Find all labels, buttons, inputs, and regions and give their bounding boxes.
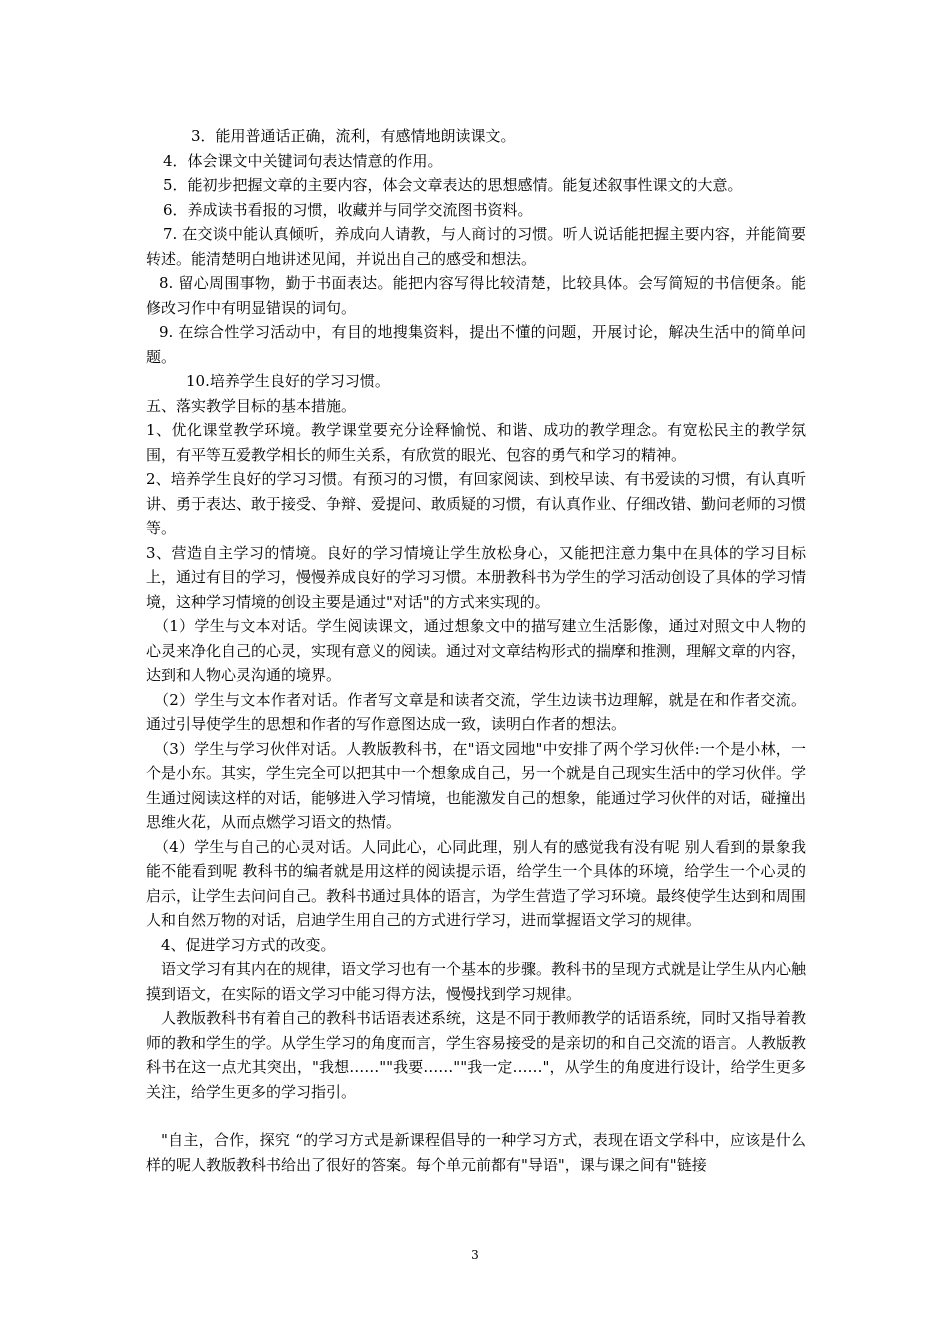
document-body [146, 124, 806, 1177]
section-heading: 五、落实教学目标的基本措施。 [146, 396, 357, 415]
goal-item-5: 5．能初步把握文章的主要内容，体会文章表达的思想感情。能复述叙事性课文的大意。 [163, 176, 743, 194]
paragraph-learning-rules: 语文学习有其内在的规律，语文学习也有一个基本的步骤。教科书的呈现方式就是让学生从内心触摸到语文，在实际的语文学习中能习得方法，慢慢找到学习规律。 [146, 960, 807, 1003]
goal-item-7: 7. 在交谈中能认真倾听，养成向人请教，与人商讨的习惯。听人说话能把握主要内容，并能简要转述。能清楚明白地讲述见闻，并说出自己的感受和想法。 [146, 225, 806, 268]
paragraph-textbook-discourse: 人教版教科书有着自己的教科书话语表述系统，这是不同于教师教学的话语系统，同时又指导着教师的教和学生的学。从学生学习的角度而言，学生容易接受的是亲切的和自己交流的语言。人教版教科书在这一点尤其突出，"我想……""我要……""我一定……"，从学生的角度进行设计，给学生更多关注，给学生更多的学习指引。 [146, 1009, 807, 1101]
dialogue-2: （2）学生与文本作者对话。作者写文章是和读者交流，学生边读书边理解，就是在和作者交流。通过引导使学生的思想和作者的写作意图达成一致，读明白作者的想法。 [146, 690, 806, 733]
goal-item-10: 10.培养学生良好的学习习惯。 [186, 372, 390, 390]
dialogue-1: （1）学生与文本对话。学生阅读课文，通过想象文中的描写建立生活影像，通过对照文中人物的心灵来净化自己的心灵，实现有意义的阅读。通过对文章结构形式的揣摩和推测，理解文章的内容，达到和人物心灵沟通的境界。 [146, 617, 807, 684]
dialogue-4: （4）学生与自己的心灵对话。人同此心，心同此理，别人有的感觉我有没有呢 别人看到的景象我能不能看到呢 教科书的编者就是用这样的阅读提示语，给学生一个具体的环境，给学生一个心灵的启示，让学生去问问自己。教科书通过具体的语言，为学生营造了学习环境。最终使学生达到和周围人和自然万物的对话，启迪学生用自己的方式进行学习，进而掌握语文学习的规律。 [146, 837, 807, 929]
goal-item-4: 4．体会课文中关键词句表达情意的作用。 [163, 151, 443, 170]
goal-item-9: 9. 在综合性学习活动中，有目的地搜集资料，提出不懂的问题，开展讨论，解决生活中的简单问题。 [146, 323, 806, 366]
measure-1: 1、优化课堂教学环境。教学课堂要充分诠释愉悦、和谐、成功的教学理念。有宽松民主的教学氛围，有平等互爱教学相长的师生关系，有欣赏的眼光、包容的勇气和学习的精神。 [146, 421, 806, 464]
measure-3: 3、营造自主学习的情境。良好的学习情境让学生放松身心，又能把注意力集中在具体的学习目标上，通过有目的学习，慢慢养成良好的学习习惯。本册教科书为学生的学习活动创设了具体的学习情境，这种学习情境的创设主要是通过"对话"的方式来实现的。 [146, 543, 807, 611]
dialogue-3: （3）学生与学习伙伴对话。人教版教科书，在"语文园地"中安排了两个学习伙伴:一个是小林，一个是小东。其实，学生完全可以把其中一个想象成自己，另一个就是自己现实生活中的学习伙伴。学生通过阅读这样的对话，能够进入学习情境，也能激发自己的想象，能通过学习伙伴的对话，碰撞出思维火花，从而点燃学习语文的热情。 [146, 739, 807, 831]
paragraph-learning-style: "自主，合作，探究 “的学习方式是新课程倡导的一种学习方式，表现在语文学科中，应该是什么样的呢人教版教科书给出了很好的答案。每个单元前都有"导语"，课与课之间有"链接 [146, 1131, 806, 1174]
measure-2: 2、培养学生良好的学习习惯。有预习的习惯，有回家阅读、到校早读、有书爱读的习惯，有认真听讲、勇于表达、敢于接受、争辩、爱提问、敢质疑的习惯，有认真作业、仔细改错、勤问老师的习惯等。 [146, 470, 807, 537]
goal-item-3: 3．能用普通话正确，流利，有感情地朗读课文。 [191, 127, 516, 145]
goal-item-6: 6．养成读书看报的习惯，收藏并与同学交流图书资料。 [163, 200, 533, 219]
goal-item-8: 8. 留心周围事物，勤于书面表达。能把内容写得比较清楚，比较具体。会写简短的书信便条。能修改习作中有明显错误的词句。 [146, 274, 806, 317]
measure-4: 4、促进学习方式的改变。 [161, 935, 336, 954]
page-number: 3 [471, 1248, 479, 1262]
paragraph-spacer [146, 1104, 806, 1128]
